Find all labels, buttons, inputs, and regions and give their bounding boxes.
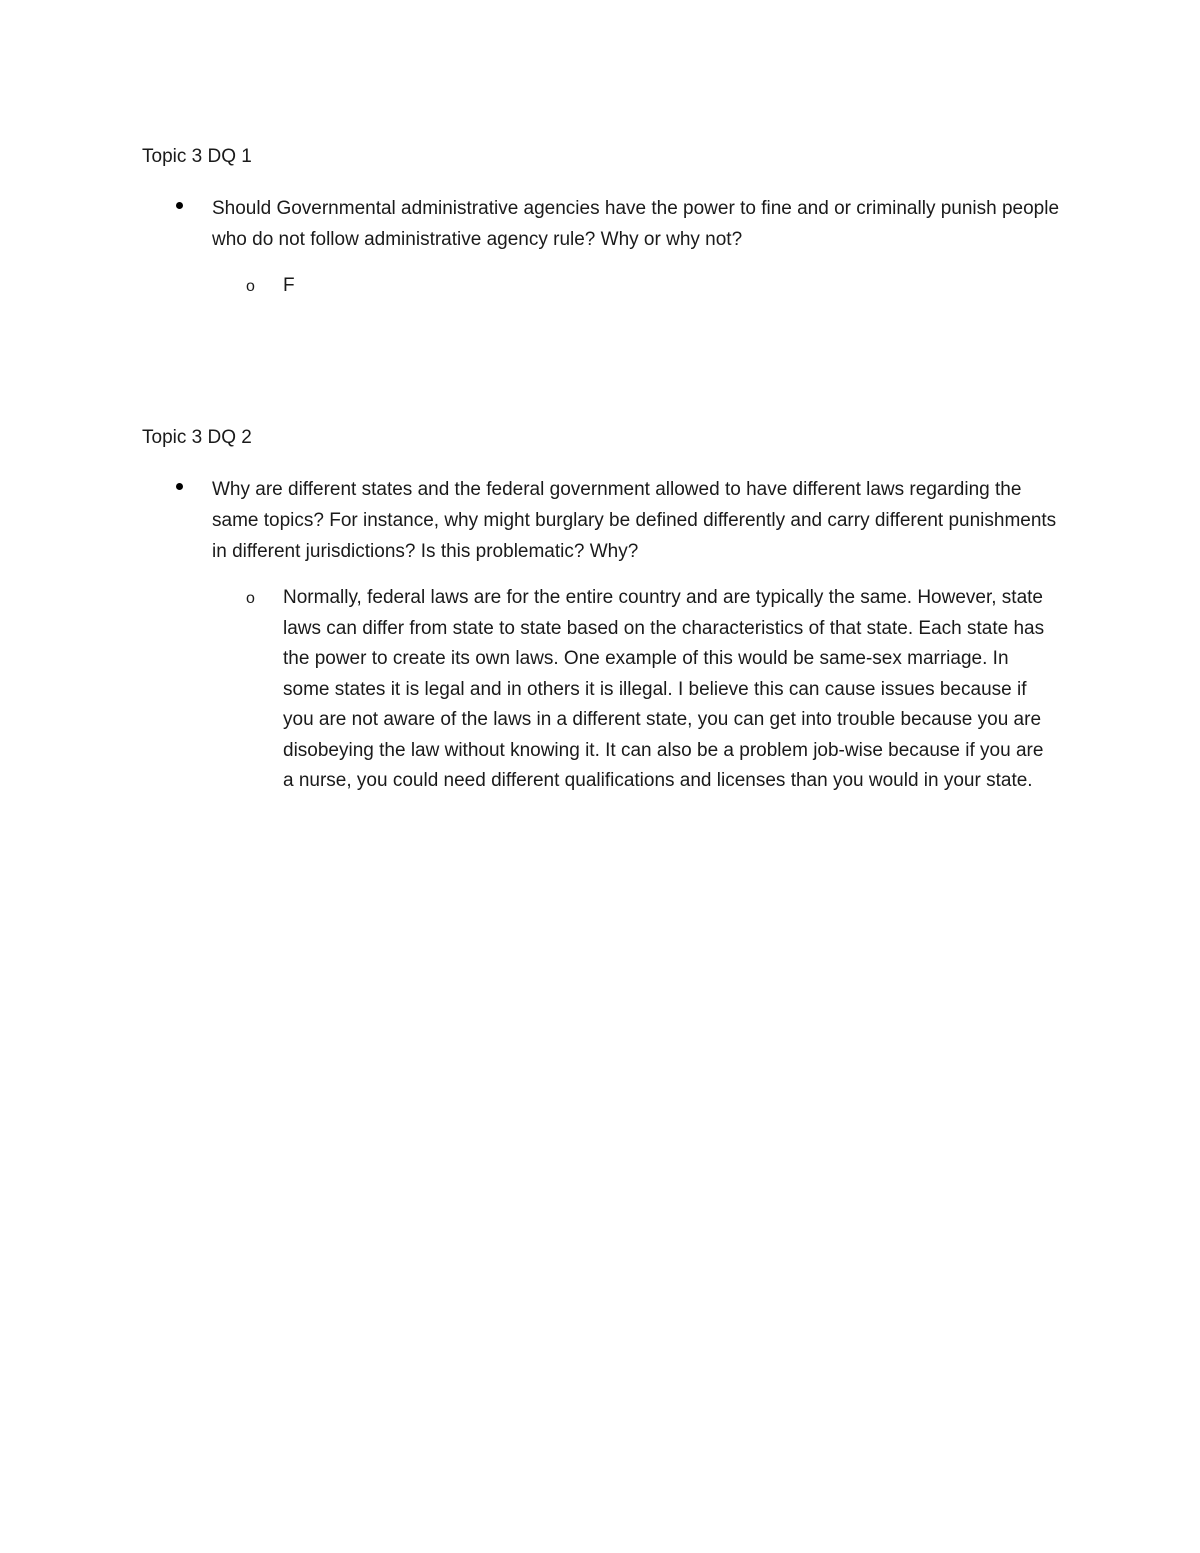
question-text: Why are different states and the federal government allowed to have different laws regarding the same topics? For instance, why might burglary be defined differently and carry different punishments in different jurisdictions? Is this problematic? Why? [212, 479, 1057, 562]
bullet-icon [176, 483, 183, 490]
question-item [142, 193, 1062, 255]
section-heading: Topic 3 DQ 1 [142, 146, 252, 167]
question-item [142, 474, 1062, 567]
answer-text: F [283, 275, 295, 296]
answer-item [246, 583, 1066, 797]
answer-item [246, 271, 1066, 302]
sub-bullet-icon: o [246, 590, 255, 607]
answer-text: Normally, federal laws are for the entire country and are typically the same. However, state laws can differ from state to state based on the characteristics of that state. Each state has the power to create its own laws. One example of this would be same-sex marriage. In some states it is legal and in others it is illegal. I believe this can cause issues because if you are not aware of the laws in a different state, you can get into trouble because you are disobeying the law without knowing it. It can also be a problem job-wise because if you are a nurse, you could need different qualifications and licenses than you would in your state. [283, 587, 1045, 791]
sub-bullet-icon: o [246, 278, 255, 295]
bullet-icon [176, 202, 183, 209]
section-heading: Topic 3 DQ 2 [142, 427, 252, 448]
question-text: Should Governmental administrative agencies have the power to fine and or criminally punish people who do not follow administrative agency rule? Why or why not? [212, 198, 1060, 250]
